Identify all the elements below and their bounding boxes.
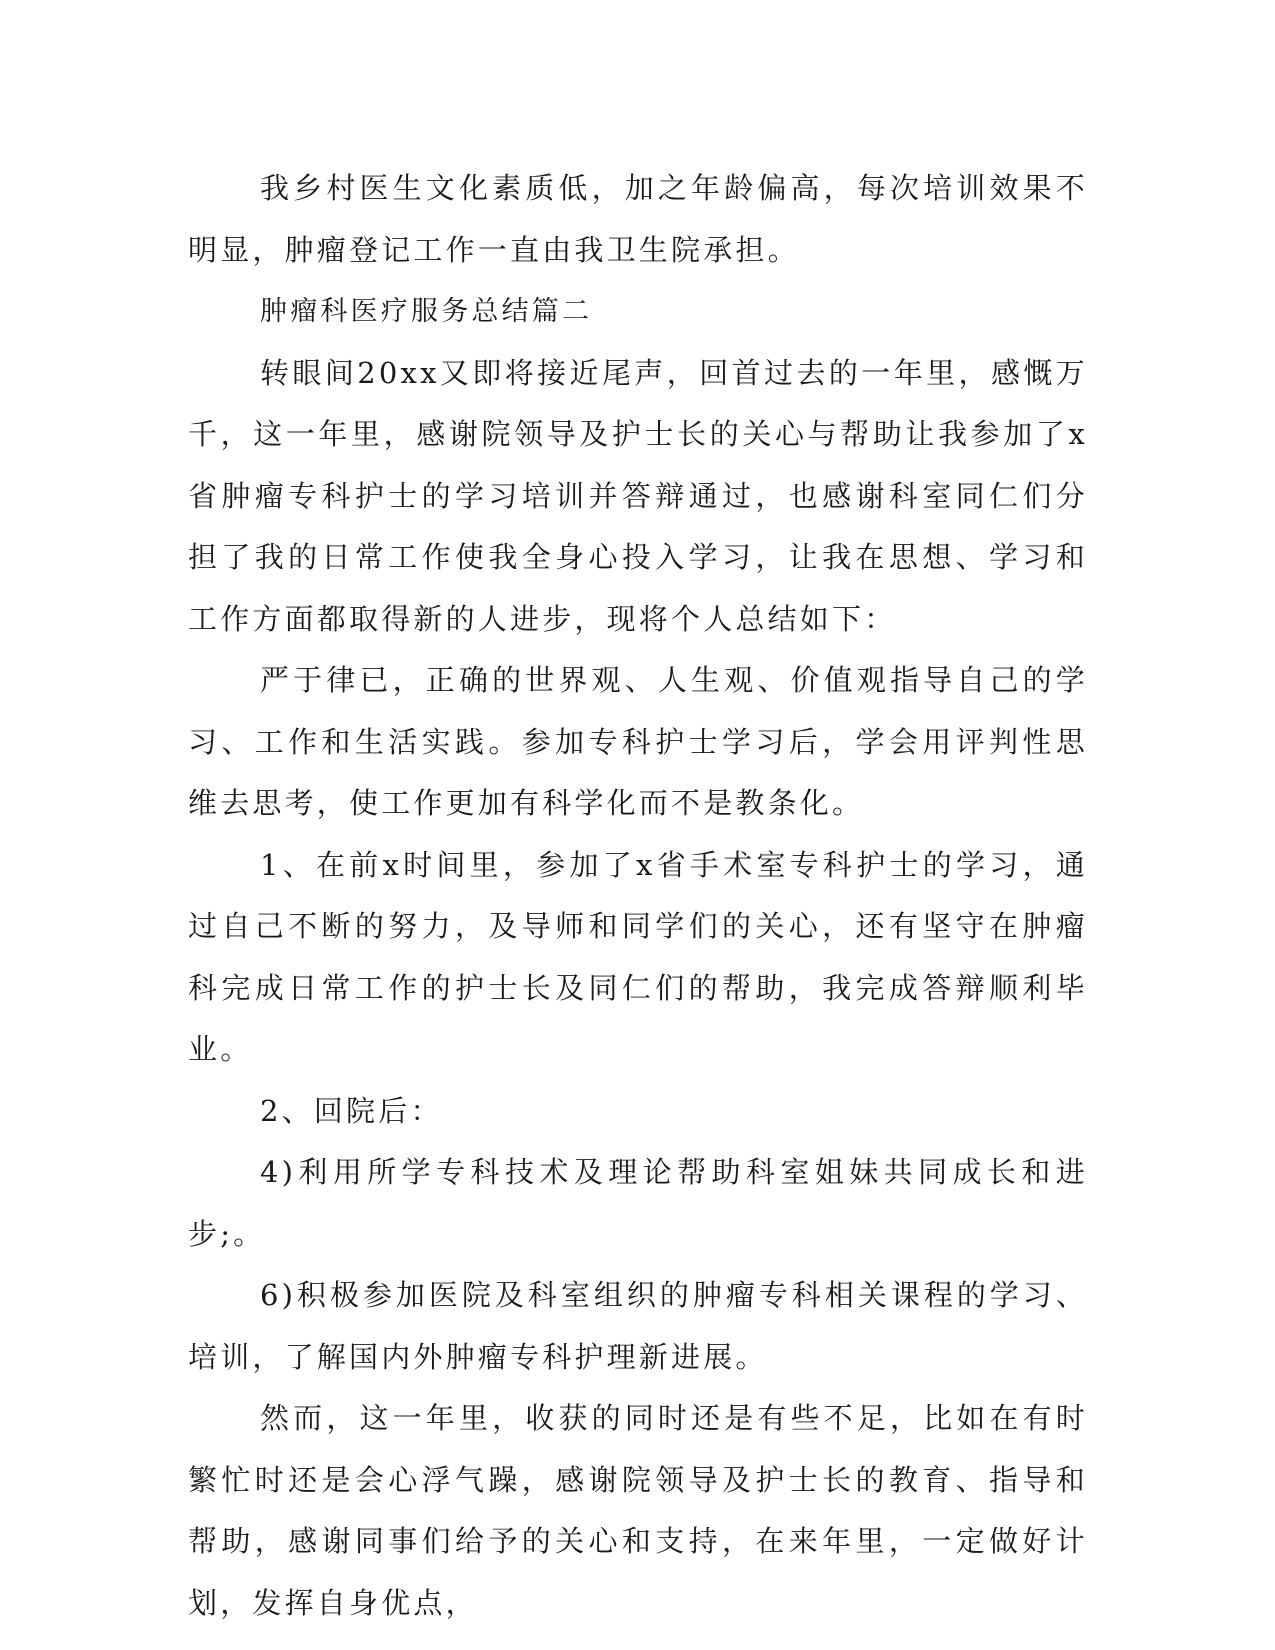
paragraph-6: 4)利用所学专科技术及理论帮助科室姐妹共同成长和进步;。 [188,1155,1088,1251]
paragraph-2: 转眼间20xx又即将接近尾声，回首过去的一年里，感慨万千，这一年里，感谢院领导及护士长的关心与帮助让我参加了x省肿瘤专科护士的学习培训并答辩通过，也感谢科室同仁们分担了我的日常工作使我全身心投入学习，让我在思想、学习和工作方面都取得新的人进步，现将个人总结如下： [188,355,1088,636]
section-heading: 肿瘤科医疗服务总结篇二 [260,296,593,327]
paragraph-1: 我乡村医生文化素质低，加之年龄偏高，每次培训效果不明显，肿瘤登记工作一直由我卫生院承担。 [188,171,1088,267]
document-body [188,158,1088,1634]
paragraph-5: 2、回院后： [260,1093,443,1128]
paragraph-4: 1、在前x时间里，参加了x省手术室专科护士的学习，通过自己不断的努力，及导师和同学们的关心，还有坚守在肿瘤科完成日常工作的护士长及同仁们的帮助，我完成答辩顺利毕业。 [188,847,1088,1066]
paragraph-3: 严于律已，正确的世界观、人生观、价值观指导自己的学习、工作和生活实践。参加专科护士学习后，学会用评判性思维去思考，使工作更加有科学化而不是教条化。 [188,663,1088,820]
paragraph-8: 然而，这一年里，收获的同时还是有些不足，比如在有时繁忙时还是会心浮气躁，感谢院领导及护士长的教育、指导和帮助，感谢同事们给予的关心和支持，在来年里，一定做好计划，发挥自身优点， [188,1401,1088,1620]
paragraph-7: 6)积极参加医院及科室组织的肿瘤专科相关课程的学习、培训，了解国内外肿瘤专科护理新进展。 [188,1278,1088,1374]
